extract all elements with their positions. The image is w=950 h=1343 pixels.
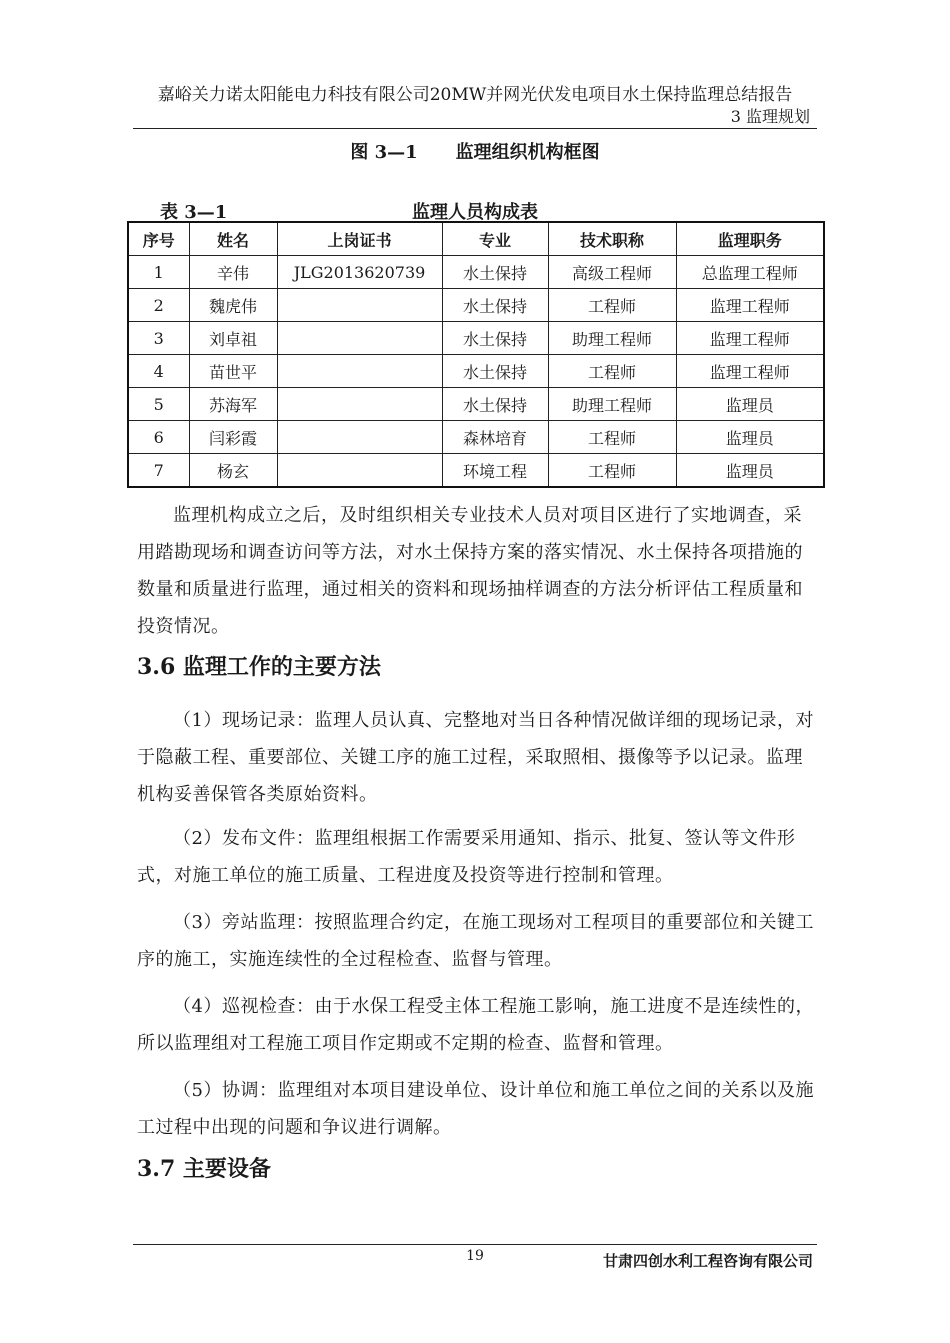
- cell-specialty: 森林培育: [442, 421, 548, 454]
- cell-index: 3: [128, 322, 189, 355]
- cell-name: 闫彩霞: [189, 421, 277, 454]
- cell-certificate: [277, 322, 442, 355]
- table-number: 表 3—1: [160, 202, 228, 223]
- section-3-7-heading: 3.7 主要设备: [137, 1156, 271, 1182]
- running-header-section: 3 监理规划: [730, 107, 810, 126]
- cell-name: 辛伟: [189, 256, 277, 289]
- cell-title: 工程师: [548, 289, 676, 322]
- cell-index: 2: [128, 289, 189, 322]
- cell-position: 监理工程师: [676, 322, 824, 355]
- cell-index: 6: [128, 421, 189, 454]
- footer-rule: [133, 1244, 817, 1245]
- header-rule: [133, 128, 817, 129]
- method-item-inspection: （4）巡视检查：由于水保工程受主体工程施工影响，施工进度不是连续性的，所以监理组对工程施工项目作定期或不定期的检查、监督和管理。: [137, 996, 814, 1054]
- cell-title: 工程师: [548, 355, 676, 388]
- cell-specialty: 水土保持: [442, 256, 548, 289]
- cell-name: 苏海军: [189, 388, 277, 421]
- cell-title: 高级工程师: [548, 256, 676, 289]
- intro-paragraph: 监理机构成立之后，及时组织相关专业技术人员对项目区进行了实地调查，采用踏勘现场和调查访问等方法，对水土保持方案的落实情况、水土保持各项措施的数量和质量进行监理，通过相关的资料和现场抽样调查的方法分析评估工程质量和投资情况。: [137, 505, 803, 637]
- cell-specialty: 环境工程: [442, 454, 548, 488]
- cell-position: 监理员: [676, 388, 824, 421]
- method-item-documents: （2）发布文件：监理组根据工作需要采用通知、指示、批复、签认等文件形式，对施工单位的施工质量、工程进度及投资等进行控制和管理。: [137, 828, 796, 886]
- table-row: [128, 454, 824, 488]
- cell-index: 4: [128, 355, 189, 388]
- cell-specialty: 水土保持: [442, 355, 548, 388]
- cell-certificate: [277, 388, 442, 421]
- cell-title: 助理工程师: [548, 322, 676, 355]
- staff-table: [127, 221, 825, 488]
- cell-position: 监理员: [676, 421, 824, 454]
- table-header-row: [128, 222, 824, 256]
- cell-position: 监理工程师: [676, 289, 824, 322]
- method-item-coordination: （5）协调：监理组对本项目建设单位、设计单位和施工单位之间的关系以及施工过程中出现的问题和争议进行调解。: [137, 1080, 814, 1138]
- table-row: [128, 355, 824, 388]
- cell-position: 监理员: [676, 454, 824, 488]
- figure-number: 图 3—1: [350, 142, 418, 163]
- col-header-index: 序号: [128, 222, 189, 256]
- cell-name: 魏虎伟: [189, 289, 277, 322]
- table-row: [128, 256, 824, 289]
- cell-certificate: [277, 421, 442, 454]
- col-header-specialty: 专业: [442, 222, 548, 256]
- page-number: 19: [466, 1248, 484, 1264]
- table-row: [128, 421, 824, 454]
- table-row: [128, 388, 824, 421]
- figure-caption: [0, 138, 950, 164]
- cell-certificate: JLG2013620739: [277, 256, 442, 289]
- table-title: 监理人员构成表: [412, 202, 538, 223]
- cell-title: 工程师: [548, 421, 676, 454]
- col-header-name: 姓名: [189, 222, 277, 256]
- cell-title: 助理工程师: [548, 388, 676, 421]
- figure-title: 监理组织机构框图: [455, 142, 600, 163]
- cell-title: 工程师: [548, 454, 676, 488]
- method-item-onsite: （3）旁站监理：按照监理合约定，在施工现场对工程项目的重要部位和关键工序的施工，实施连续性的全过程检查、监督与管理。: [137, 912, 814, 970]
- cell-certificate: [277, 454, 442, 488]
- footer-organization: 甘肃四创水利工程咨询有限公司: [602, 1252, 813, 1270]
- cell-specialty: 水土保持: [442, 388, 548, 421]
- table-row: [128, 289, 824, 322]
- col-header-certificate: 上岗证书: [277, 222, 442, 256]
- cell-certificate: [277, 355, 442, 388]
- cell-name: 苗世平: [189, 355, 277, 388]
- running-header-title: 嘉峪关力诺太阳能电力科技有限公司20MW并网光伏发电项目水土保持监理总结报告: [157, 85, 793, 105]
- cell-index: 5: [128, 388, 189, 421]
- table-row: [128, 322, 824, 355]
- col-header-position: 监理职务: [676, 222, 824, 256]
- section-3-6-heading: 3.6 监理工作的主要方法: [137, 654, 381, 680]
- cell-specialty: 水土保持: [442, 289, 548, 322]
- col-header-title: 技术职称: [548, 222, 676, 256]
- cell-name: 刘卓祖: [189, 322, 277, 355]
- cell-position: 监理工程师: [676, 355, 824, 388]
- cell-specialty: 水土保持: [442, 322, 548, 355]
- cell-certificate: [277, 289, 442, 322]
- cell-name: 杨玄: [189, 454, 277, 488]
- cell-index: 1: [128, 256, 189, 289]
- cell-index: 7: [128, 454, 189, 488]
- method-item-record: （1）现场记录：监理人员认真、完整地对当日各种情况做详细的现场记录，对于隐蔽工程、重要部位、关键工序的施工过程，采取照相、摄像等予以记录。监理机构妥善保管各类原始资料。: [137, 710, 814, 805]
- cell-position: 总监理工程师: [676, 256, 824, 289]
